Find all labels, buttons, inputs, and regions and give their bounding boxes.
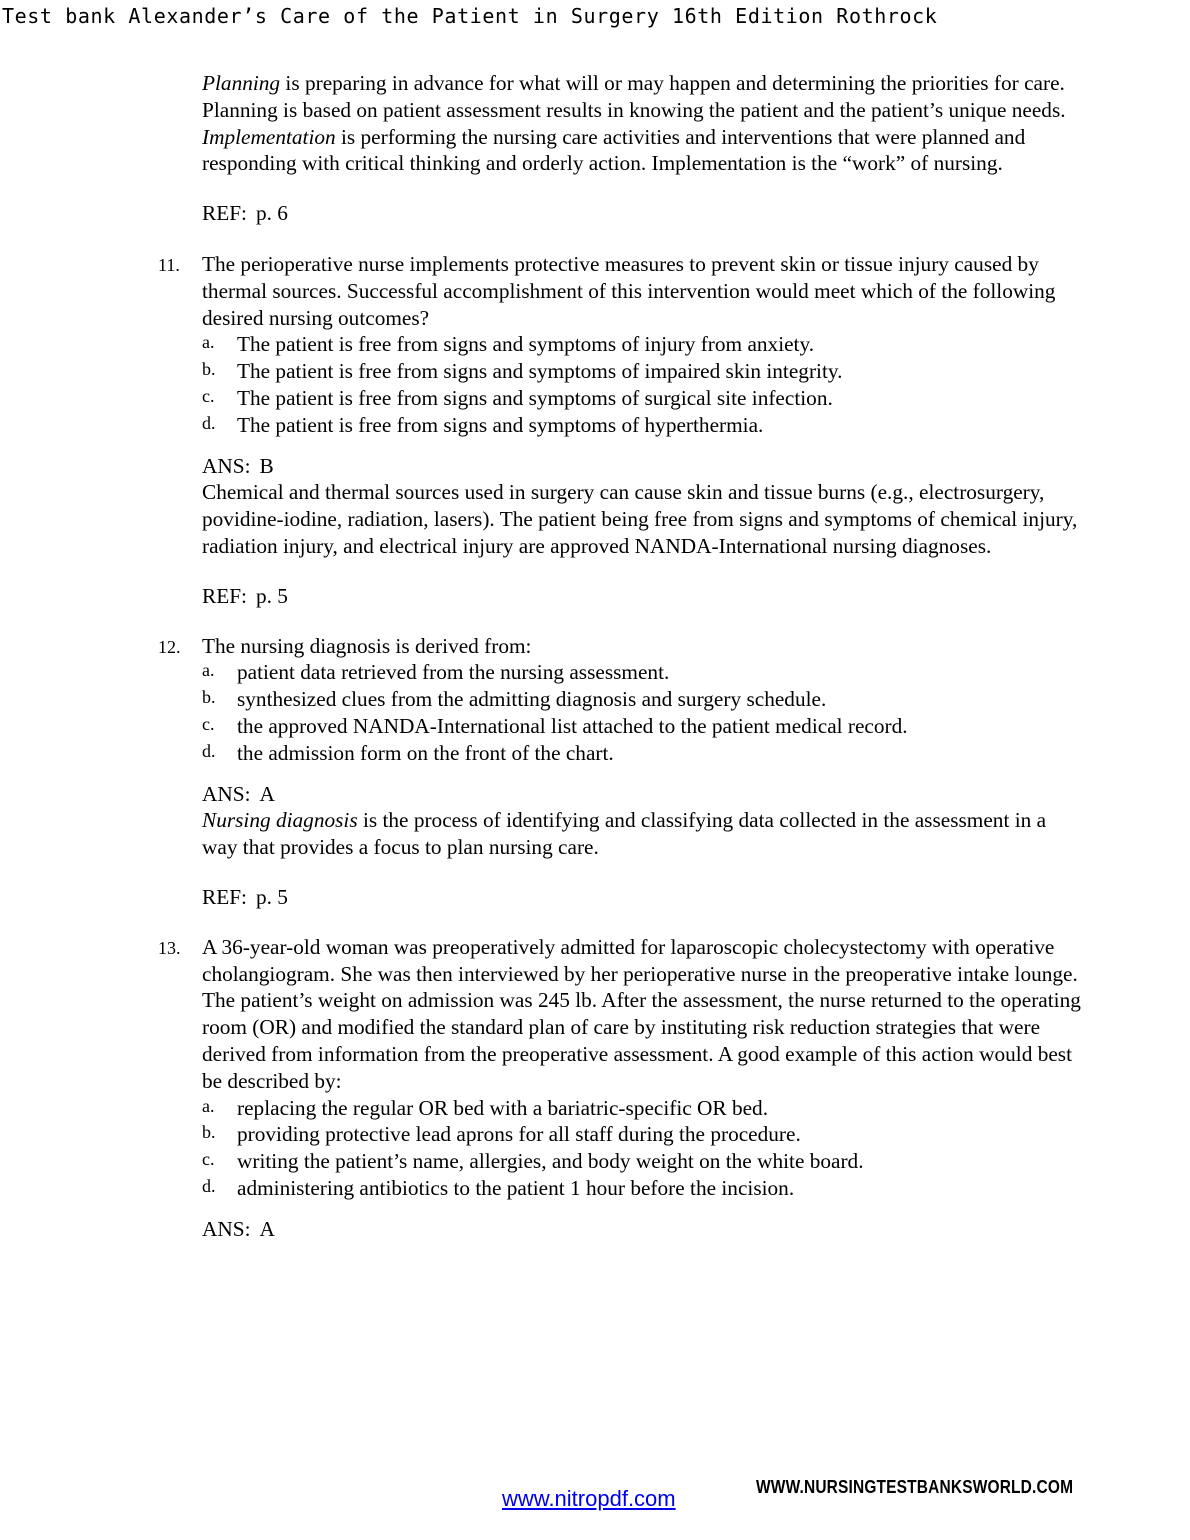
question-stem: A 36-year-old woman was preoperatively admitted for laparoscopic cholecystectomy with operative cholangiogram. She was then interviewed by her perioperative nurse in the preoperative intake lounge. The patient’s weight on admission was 245 lb. After the assessment, the nurse returned to the operating room (OR) and modified the standard plan of care by instituting risk reduction strategies that were derived from information from the preoperative assessment. A good example of this action would best be described by:: [202, 934, 1081, 1093]
option-b: [202, 686, 1190, 713]
option-text: The patient is free from signs and symptoms of surgical site infection.: [237, 385, 833, 410]
intro-text-2: is performing the nursing care activities and interventions that were planned and responding with critical thinking and orderly action. Implementation is the “work” of nursing.: [202, 124, 1026, 176]
option-text: patient data retrieved from the nursing assessment.: [237, 660, 670, 685]
option-text: the admission form on the front of the chart.: [237, 740, 614, 765]
document-body: [0, 70, 1190, 1242]
option-letter: c.: [202, 713, 215, 734]
ans-value: B: [259, 453, 274, 478]
term-implementation: Implementation: [202, 124, 336, 149]
option-text: The patient is free from signs and symptoms of injury from anxiety.: [237, 332, 815, 357]
ans-label: ANS:: [202, 1216, 251, 1241]
option-c: [202, 385, 1190, 412]
question-number: 11.: [158, 254, 180, 275]
ref-line: [202, 583, 1190, 610]
ref-label: REF:: [202, 583, 247, 608]
option-text: The patient is free from signs and symptoms of impaired skin integrity.: [237, 359, 843, 384]
ref-line: [202, 884, 1190, 911]
option-c: [202, 1148, 1190, 1175]
option-letter: d.: [202, 412, 216, 433]
option-letter: c.: [202, 385, 215, 406]
option-text: synthesized clues from the admitting diagnosis and surgery schedule.: [237, 687, 827, 712]
answer-line: [202, 781, 1190, 808]
nitropdf-link[interactable]: www.nitropdf.com: [502, 1486, 676, 1511]
option-a: [202, 331, 1190, 358]
option-d: [202, 1175, 1190, 1202]
ans-label: ANS:: [202, 453, 251, 478]
intro-paragraph: [202, 70, 1082, 177]
option-letter: b.: [202, 687, 216, 708]
document-header-title: Test bank Alexander’s Care of the Patient in Surgery 16th Edition Rothrock: [2, 4, 938, 28]
option-letter: c.: [202, 1149, 215, 1170]
option-b: [202, 358, 1190, 385]
option-text: the approved NANDA-International list attached to the patient medical record.: [237, 713, 908, 738]
ref-label: REF:: [202, 884, 247, 909]
question-11: [0, 251, 1190, 610]
ref-line: [202, 200, 1190, 227]
question-number: 12.: [158, 636, 181, 657]
option-letter: d.: [202, 1175, 216, 1196]
option-c: [202, 713, 1190, 740]
ans-label: ANS:: [202, 781, 251, 806]
option-letter: a.: [202, 1095, 215, 1116]
option-text: writing the patient’s name, allergies, and body weight on the white board.: [237, 1149, 864, 1174]
intro-text-1: is preparing in advance for what will or may happen and determining the priorities for care. Planning is based on patient assessment results in knowing the patient and the patient’s unique needs.: [202, 71, 1066, 122]
option-text: replacing the regular OR bed with a bariatric-specific OR bed.: [237, 1095, 769, 1120]
question-13: [0, 934, 1190, 1243]
rationale-text: is the process of identifying and classifying data collected in the assessment in a way that provides a focus to plan nursing care.: [202, 808, 1047, 860]
option-d: [202, 740, 1190, 767]
ref-value: p. 5: [255, 884, 288, 909]
option-d: [202, 412, 1190, 439]
term-nursing-diagnosis: Nursing diagnosis: [202, 808, 358, 833]
rationale: Chemical and thermal sources used in surgery can cause skin and tissue burns (e.g., electrosurgery, povidine-iodine, radiation, lasers). The patient being free from signs and symptoms of chemical injury, radiation injury, and electrical injury are approved NANDA-International nursing diagnoses.: [202, 480, 1078, 558]
term-planning: Planning: [202, 71, 281, 95]
option-text: administering antibiotics to the patient 1 hour before the incision.: [237, 1175, 795, 1200]
question-12: [0, 633, 1190, 911]
option-letter: b.: [202, 359, 216, 380]
answer-line: [202, 453, 1190, 480]
question-number: 13.: [158, 937, 181, 958]
option-text: providing protective lead aprons for all staff during the procedure.: [237, 1122, 801, 1147]
question-stem: The perioperative nurse implements protective measures to prevent skin or tissue injury caused by thermal sources. Successful accomplishment of this intervention would meet which of the following desired nursing outcomes?: [202, 251, 1056, 330]
ref-label: REF:: [202, 201, 247, 226]
option-letter: a.: [202, 332, 215, 353]
ref-value: p. 6: [255, 201, 288, 226]
answer-line: [202, 1216, 1190, 1243]
ans-value: A: [259, 1216, 275, 1241]
rationale: [202, 807, 1082, 861]
option-letter: b.: [202, 1122, 216, 1143]
option-a: [202, 659, 1190, 686]
option-b: [202, 1121, 1190, 1148]
question-stem: The nursing diagnosis is derived from:: [202, 633, 532, 658]
ref-value: p. 5: [255, 583, 288, 608]
option-letter: a.: [202, 660, 215, 681]
option-text: The patient is free from signs and symptoms of hyperthermia.: [237, 412, 764, 437]
option-a: [202, 1095, 1190, 1122]
option-letter: d.: [202, 740, 216, 761]
footer-brand-watermark: WWW.NURSINGTESTBANKSWORLD.COM: [756, 1477, 1074, 1497]
ans-value: A: [259, 781, 275, 806]
